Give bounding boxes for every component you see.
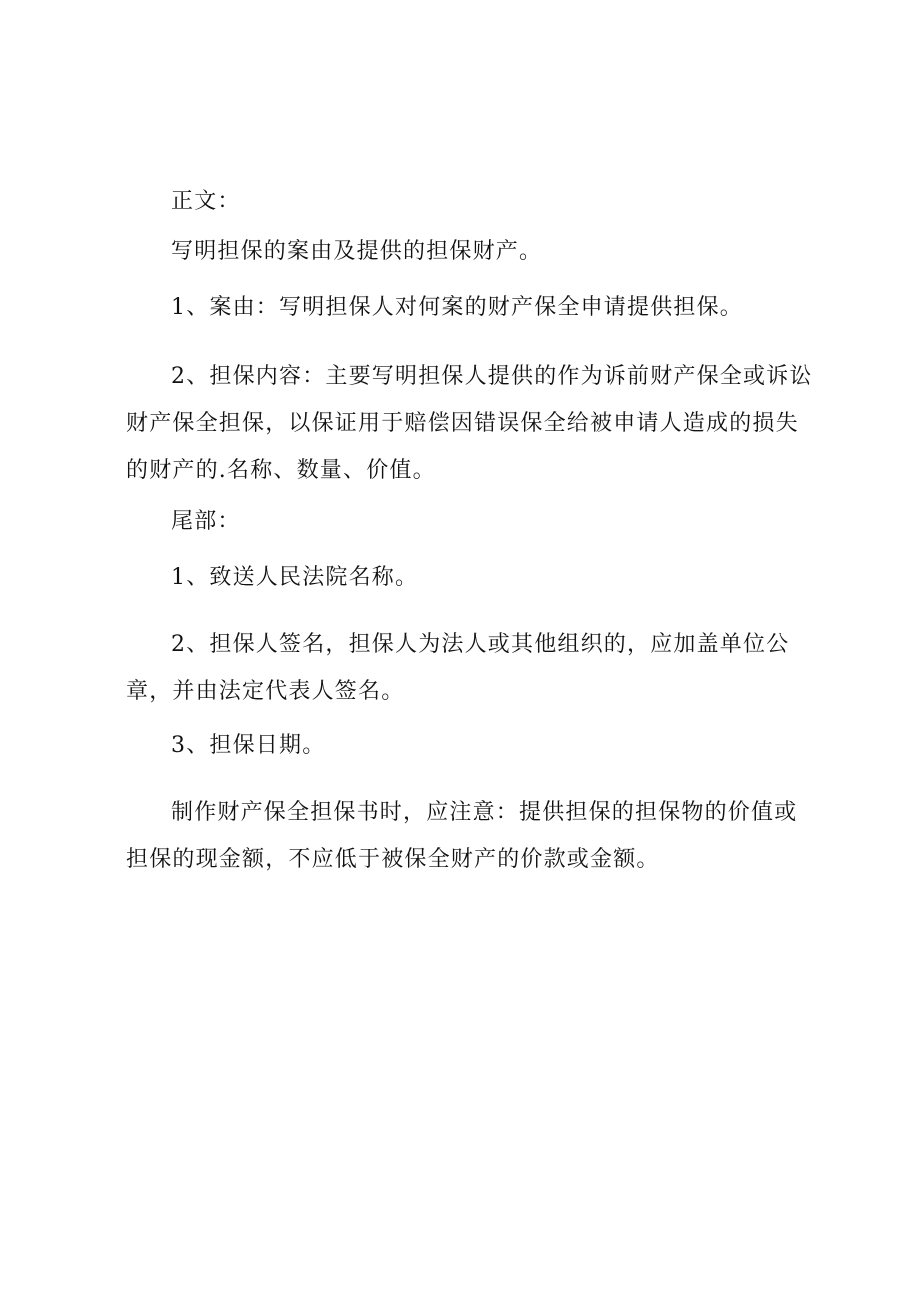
tail-item-3: 3、担保日期。 (171, 733, 326, 758)
tail-item-2-line-2: 章，并由法定代表人签名。 (126, 679, 405, 704)
tail-item-1: 1、致送人民法院名称。 (171, 565, 419, 590)
note-line-2: 担保的现金额，不应低于被保全财产的价款或金额。 (126, 847, 660, 872)
body-item-2-line-2: 财产保全担保，以保证用于赔偿因错误保全给被申请人造成的损失 (126, 411, 799, 436)
body-item-2-line-1: 2、担保内容：主要写明担保人提供的作为诉前财产保全或诉讼 (171, 364, 813, 389)
body-heading: 正文： (171, 189, 241, 214)
tail-item-2-line-1: 2、担保人签名，担保人为法人或其他组织的，应加盖单位公 (171, 632, 790, 657)
tail-heading: 尾部： (171, 509, 241, 534)
body-item-1: 1、案由：写明担保人对何案的财产保全申请提供担保。 (171, 295, 743, 320)
body-item-2-line-3: 的财产的.名称、数量、价值。 (126, 458, 436, 483)
note-line-1: 制作财产保全担保书时，应注意：提供担保的担保物的价值或 (171, 800, 798, 825)
body-intro: 写明担保的案由及提供的担保财产。 (171, 239, 543, 264)
